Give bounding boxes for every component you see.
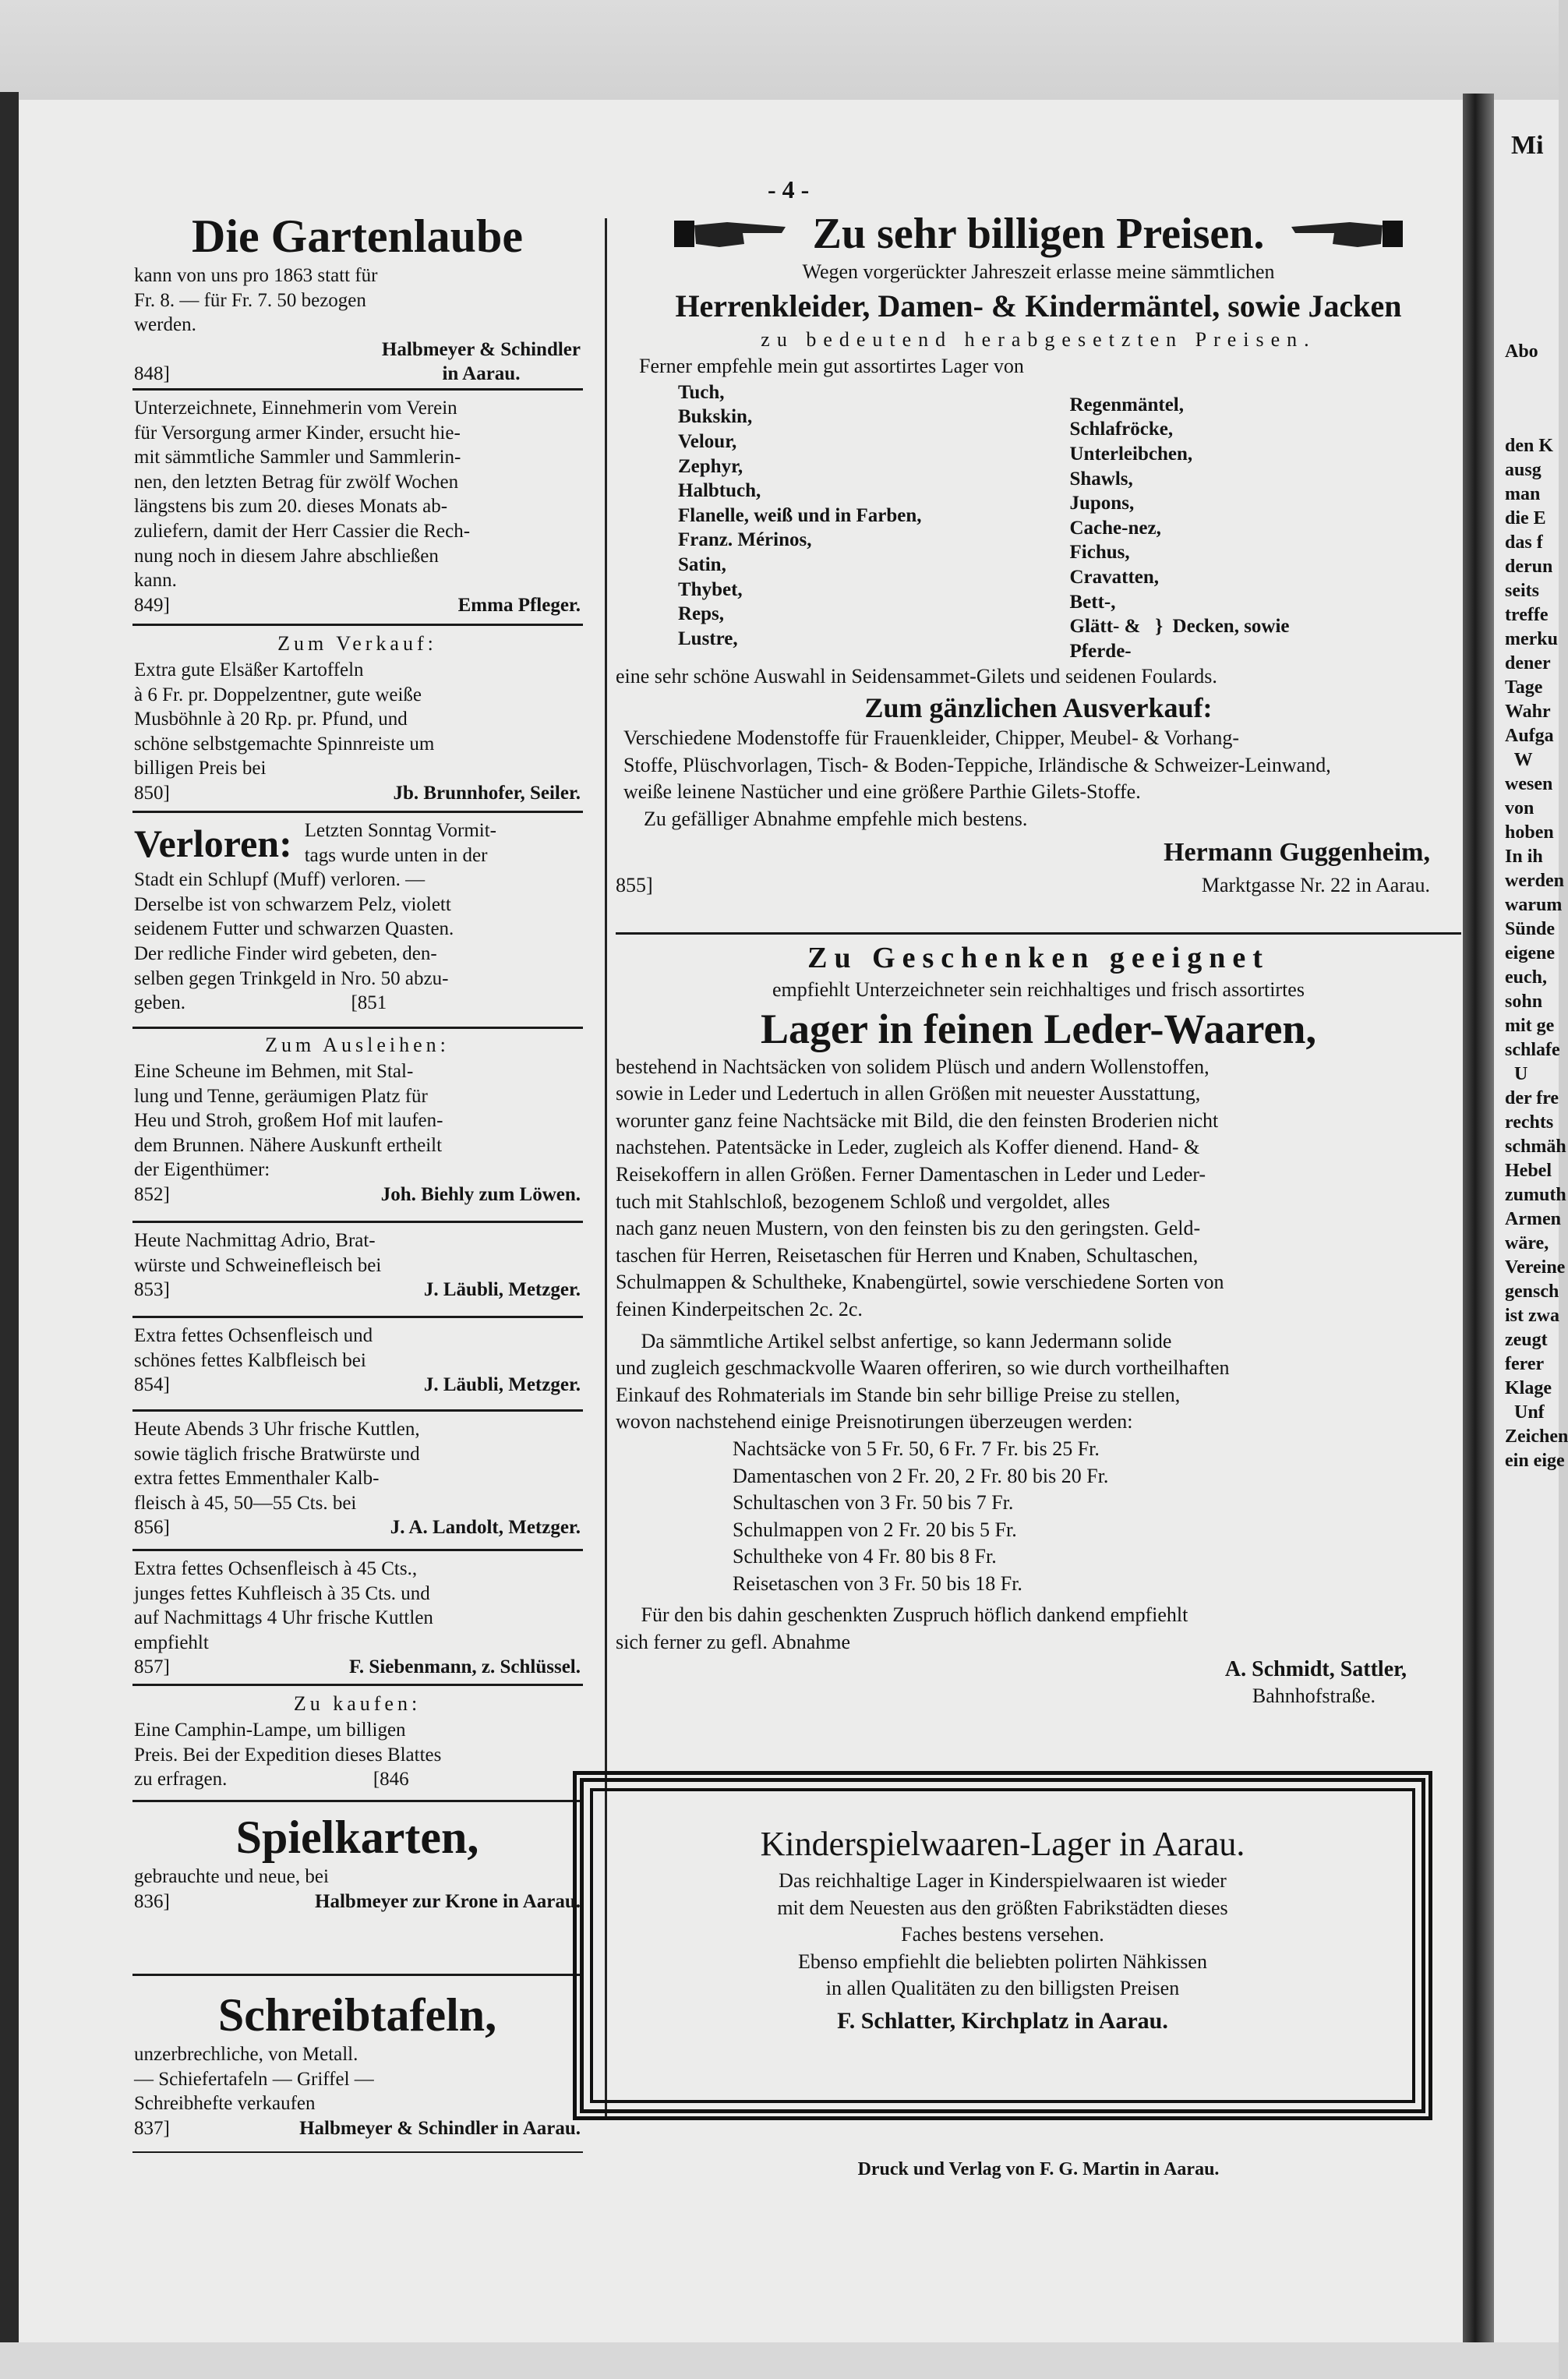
text-line: würste und Schweinefleisch bei	[134, 1254, 382, 1276]
price-list	[616, 1436, 1461, 1598]
text-line: warum	[1505, 895, 1563, 915]
text-line: Zephyr,	[678, 455, 743, 477]
ad-number: 837]	[134, 2117, 170, 2139]
divider-rule	[132, 1684, 583, 1686]
lead-block	[134, 818, 581, 868]
text-line: schönes fettes Kalbfleisch bei	[134, 1349, 366, 1371]
signature	[382, 338, 581, 387]
ad-number: 856]	[134, 1517, 170, 1539]
adjacent-page-heading: Mi	[1511, 131, 1544, 160]
ad-number: 849]	[134, 594, 170, 616]
divider-rule	[132, 2151, 583, 2153]
text-line: eigene	[1505, 943, 1555, 963]
printer-imprint: Druck und Verlag von F. G. Martin in Aarau.	[857, 2159, 1220, 2179]
ad-leder-waaren	[616, 939, 1461, 1710]
text-line: feinen Kinderpeitschen 2c. 2c.	[616, 1297, 863, 1320]
text-line: Da sämmtliche Artikel selbst anfertige, so kann Jedermann solide	[616, 1329, 1172, 1352]
adjacent-page-text	[1494, 434, 1568, 1473]
text-line: in allen Qualitäten zu den billigsten Preisen	[825, 1977, 1180, 2000]
adjacent-page-fragment	[1494, 100, 1568, 2342]
signature-line: in Aarau.	[442, 363, 521, 385]
text-line: man	[1505, 484, 1541, 504]
ad-number: 836]	[134, 1890, 170, 1912]
text-line: das f	[1505, 532, 1543, 553]
text-line: Halbtuch,	[678, 480, 761, 502]
text-line: Franz. Mérinos,	[678, 529, 812, 551]
ad-kartoffeln	[134, 630, 581, 806]
text-line: Preis. Bei der Expedition dieses Blattes	[134, 1744, 442, 1766]
text-line: W	[1505, 750, 1533, 770]
ad-kuhfleisch	[134, 1557, 581, 1680]
ad-heading: Kinderspielwaaren-Lager in Aarau.	[760, 1825, 1245, 1863]
text-line: fleisch à 45, 50—55 Cts. bei	[134, 1492, 357, 1514]
text-line: Unterzeichnete, Einnehmerin vom Verein	[134, 398, 457, 419]
text-line: tuch mit Stahlschloß, bezogenem Schloß und vergoldet, alles	[616, 1190, 1111, 1213]
ad-footer	[134, 1373, 581, 1398]
ad-schreibtafeln	[134, 1988, 581, 2140]
text-line: Schultheke von 4 Fr. 80 bis 8 Fr.	[733, 1545, 997, 1568]
text-line: dener	[1505, 653, 1551, 673]
ad-guggenheim	[616, 209, 1461, 898]
text-line: merku	[1505, 629, 1558, 649]
signature-line: Joh. Biehly zum Löwen.	[380, 1183, 581, 1205]
text-line: der Eigenthümer:	[134, 1159, 270, 1181]
text-line: ist zwa	[1505, 1306, 1559, 1326]
signature	[390, 1515, 581, 1540]
pointing-hand-right-icon	[673, 214, 789, 253]
text-line: tags wurde unten in der	[304, 844, 488, 866]
text-line: junges fettes Kuhfleisch à 35 Cts. und	[134, 1582, 430, 1604]
text-line: rechts	[1505, 1112, 1554, 1133]
text-line: worunter ganz feine Nachtsäcke mit Bild, die den feinsten Broderien nicht	[616, 1108, 1219, 1132]
text-line: Schlafröcke,	[1069, 419, 1174, 440]
divider-rule	[132, 1800, 583, 1802]
text-line: weiße leinene Nastücher und eine größere Parthie Gilets-Stoffe.	[623, 780, 1141, 804]
text-line: gensch	[1505, 1281, 1559, 1302]
text-line: sowie in Leder und Ledertuch in allen Größen mit neuester Ausstattung,	[616, 1082, 1201, 1105]
text-line: Fr. 8. — für Fr. 7. 50 bezogen	[134, 289, 366, 311]
address: Bahnhofstraße.	[1252, 1684, 1376, 1708]
text-line: Cache-nez,	[1069, 517, 1161, 539]
text-line: Jupons,	[1069, 493, 1135, 514]
text-line: Schultaschen von 3 Fr. 50 bis 7 Fr.	[733, 1491, 1014, 1515]
ad-ochsenfleisch	[134, 1324, 581, 1398]
text-line: Heute Nachmittag Adrio, Brat-	[134, 1230, 376, 1251]
signature-line: F. Siebenmann, z. Schlüssel.	[348, 1656, 581, 1678]
page-edge-shadow	[0, 92, 19, 2345]
text-line: Heu und Stroh, großem Hof mit laufen-	[134, 1110, 443, 1132]
text-line: seits	[1505, 581, 1539, 601]
text-line: schlafe	[1505, 1040, 1560, 1060]
intro-text: Wegen vorgerückter Jahreszeit erlasse meine sämmtlichen	[802, 260, 1275, 283]
text-line: Das reichhaltige Lager in Kinderspielwaaren ist wieder	[779, 1869, 1227, 1892]
text-line: Faches bestens versehen.	[901, 1923, 1104, 1946]
ad-footer	[134, 1515, 581, 1540]
signature	[458, 593, 581, 618]
ad-number: 854]	[134, 1374, 170, 1396]
text-line: der fre	[1505, 1088, 1559, 1108]
text-line: Stoffe, Plüschvorlagen, Tisch- & Boden-Teppiche, Irländische & Schweizer-Leinwand,	[623, 753, 1331, 776]
goods-list	[616, 380, 1461, 664]
ad-title: Schreibtafeln,	[217, 1989, 497, 2041]
text-line: lung und Tenne, geräumigen Platz für	[134, 1085, 428, 1107]
text-line: ausg	[1505, 460, 1542, 480]
text-line: ferer	[1505, 1354, 1545, 1374]
ad-title: Spielkarten,	[235, 1812, 479, 1863]
text-line: längstens bis zum 20. dieses Monats ab-	[134, 496, 448, 518]
text-line: Lustre,	[678, 627, 738, 649]
text-line: Derselbe ist von schwarzem Pelz, violett	[134, 893, 451, 915]
text-line: Musböhnle à 20 Rp. pr. Pfund, und	[134, 709, 408, 730]
text-line: zumuth	[1505, 1185, 1566, 1205]
body-text	[615, 1868, 1390, 2003]
text-line: Shawls,	[1069, 468, 1133, 490]
text-line: Verschiedene Modenstoffe für Frauenkleider, Chipper, Meubel- & Vorhang-	[623, 726, 1239, 749]
text-line: Pferde-	[1069, 640, 1132, 662]
text-line: werden	[1505, 871, 1564, 891]
ad-spielkarten	[134, 1810, 581, 1914]
intro-text: empfiehlt Unterzeichneter sein reichhaltiges und frisch assortirtes	[772, 978, 1305, 1001]
text-line: billigen Preis bei	[134, 758, 267, 779]
text-line: Bukskin,	[678, 406, 753, 428]
text-line: Reisetaschen von 3 Fr. 50 bis 18 Fr.	[733, 1571, 1022, 1595]
ad-heading: Zum Ausleihen:	[265, 1034, 450, 1056]
signature: Hermann Guggenheim,	[1164, 838, 1430, 868]
text-line: zeugt	[1505, 1330, 1548, 1350]
text-line: gebrauchte und neue, bei	[134, 1866, 329, 1887]
ausverkauf-text	[616, 725, 1461, 832]
text-line: Der redliche Finder wird gebeten, den-	[134, 942, 437, 964]
ad-footer	[134, 781, 581, 806]
subline: zu bedeutend herabgesetzten Preisen.	[761, 327, 1316, 351]
text-line: extra fettes Emmenthaler Kalb-	[134, 1468, 380, 1490]
goods-list-right	[1070, 380, 1462, 664]
ad-number: 857]	[134, 1656, 170, 1678]
divider-rule	[132, 1221, 583, 1223]
text-line: Zu gefälliger Abnahme empfehle mich bestens.	[623, 807, 1028, 830]
text-line: Velour,	[678, 430, 737, 452]
text-line: empfiehlt	[134, 1631, 209, 1653]
text-line: den K	[1505, 436, 1554, 456]
text-line: Schulmappen & Schultheke, Knabengürtel, sowie verschiedene Sorten von	[616, 1271, 1224, 1294]
signature: A. Schmidt, Sattler,	[1224, 1656, 1407, 1681]
ad-footer	[134, 2116, 581, 2141]
ad-footer	[134, 593, 581, 618]
ad-kinderspielwaaren	[573, 1771, 1432, 2120]
text-line: à 6 Fr. pr. Doppelzentner, gute weiße	[134, 684, 422, 705]
ad-footer	[134, 1889, 581, 1914]
ad-title: Die Gartenlaube	[192, 210, 523, 262]
signature-line: J. Läubli, Metzger.	[423, 1374, 581, 1396]
signature: F. Schlatter, Kirchplatz in Aarau.	[837, 2007, 1168, 2034]
divider-rule	[132, 1974, 583, 1976]
body-text	[616, 1054, 1461, 1324]
ad-number: 848]	[134, 363, 170, 385]
divider-rule	[132, 811, 583, 813]
signature	[424, 1373, 581, 1398]
ad-scheune	[134, 1031, 581, 1207]
text-line: Sünde	[1505, 919, 1556, 939]
text-line: Armen	[1505, 1209, 1561, 1229]
text-line: Unterleibchen,	[1069, 443, 1193, 465]
text-line: Extra fettes Ochsenfleisch und	[134, 1325, 373, 1346]
ad-number: 855]	[616, 874, 653, 897]
text-line: Schulmappen von 2 Fr. 20 bis 5 Fr.	[733, 1518, 1017, 1541]
text-line: In ih	[1505, 847, 1543, 867]
address: Marktgasse Nr. 22 in Aarau.	[1201, 874, 1430, 897]
text-line: wäre,	[1505, 1233, 1549, 1253]
text-line: für Versorgung armer Kinder, ersucht hie-	[134, 422, 461, 444]
text-line: Eine Scheune im Behmen, mit Stal-	[134, 1061, 414, 1082]
text-line: Heute Abends 3 Uhr frische Kuttlen,	[134, 1419, 420, 1440]
text-line: ein eige	[1505, 1451, 1565, 1471]
text-line: nachstehen. Patentsäcke in Leder, zugleich als Koffer dienend. Hand- &	[616, 1136, 1200, 1159]
ad-verloren	[134, 818, 581, 1016]
text-line: werden.	[134, 314, 196, 336]
signature	[424, 1278, 581, 1303]
text-line: Extra fettes Ochsenfleisch à 45 Cts.,	[134, 1558, 418, 1579]
signature-line: Halbmeyer & Schindler in Aarau.	[299, 2117, 581, 2139]
lead-word: Verloren:	[134, 821, 292, 865]
text-line: Glätt- & } Decken, sowie	[1069, 616, 1290, 638]
signature-line: J. A. Landolt, Metzger.	[390, 1517, 581, 1539]
text-line: U	[1505, 1064, 1528, 1084]
lager-intro: Ferner empfehle mein gut assortirtes Lager von	[639, 355, 1024, 378]
text-line: Schreibhefte verkaufen	[134, 2093, 316, 2115]
text-line: seidenem Futter und schwarzen Quasten.	[134, 918, 454, 940]
headline: Herrenkleider, Damen- & Kindermäntel, sowie Jacken	[675, 288, 1402, 323]
text-line: zu erfragen. [846	[134, 1769, 409, 1790]
signature	[349, 1655, 581, 1680]
ad-bratwuerste	[134, 1228, 581, 1303]
ad-verein-kinder	[134, 396, 581, 617]
goods-list-left	[678, 380, 1070, 664]
ad-number: 853]	[134, 1279, 170, 1301]
text-line: Satin,	[678, 553, 726, 575]
text-line: — Schiefertafeln — Griffel —	[134, 2068, 374, 2090]
text-line: Unf	[1505, 1402, 1545, 1423]
text-line: Reps,	[678, 603, 725, 625]
text-line: Nachtsäcke von 5 Fr. 50, 6 Fr. 7 Fr. bis 25 Fr.	[733, 1437, 1100, 1460]
text-line: Zeichen	[1505, 1426, 1568, 1447]
text-line: taschen für Herren, Reisetaschen für Herren und Knaben, Schultaschen,	[616, 1243, 1199, 1267]
text-line: Cravatten,	[1069, 566, 1160, 588]
ad-heading: Zu sehr billigen Preisen.	[812, 210, 1265, 258]
text-line: Bett-,	[1069, 591, 1116, 613]
divider-rule	[132, 1549, 583, 1551]
text-line: und zugleich geschmackvolle Waaren offeriren, so wie durch vortheilhaften	[616, 1356, 1230, 1380]
divider-rule	[132, 624, 583, 626]
signature-line: Emma Pfleger.	[457, 594, 581, 616]
text-line: Regenmäntel,	[1069, 394, 1184, 415]
signature-line: Halbmeyer zur Krone in Aarau.	[315, 1890, 581, 1912]
ad-footer	[134, 1655, 581, 1680]
ad-footer	[134, 338, 581, 387]
ad-heading: Zum Verkauf:	[277, 632, 437, 655]
divider-rule	[132, 1409, 583, 1412]
text-line: Fichus,	[1069, 542, 1130, 564]
text-line: selben gegen Trinkgeld in Nro. 50 abzu-	[134, 967, 449, 989]
text-line: nen, den letzten Betrag für zwölf Wochen	[134, 471, 459, 493]
pointing-hand-left-icon	[1287, 214, 1404, 253]
ad-camphin-lampe	[134, 1690, 581, 1792]
text-line: Letzten Sonntag Vormit-	[304, 820, 496, 841]
page-gutter	[1463, 94, 1494, 2346]
text-line: zuliefern, damit der Herr Cassier die Rech-	[134, 520, 471, 542]
signature	[315, 1889, 581, 1914]
text-line: Eine Camphin-Lampe, um billigen	[134, 1720, 406, 1741]
text-line: sohn	[1505, 992, 1543, 1012]
closing-text	[616, 1602, 1461, 1656]
text-line: kann von uns pro 1863 statt für	[134, 265, 378, 286]
foulards-text: eine sehr schöne Auswahl in Seidensammet-Gilets und seidenen Foulards.	[616, 665, 1217, 688]
divider-rule	[132, 1027, 583, 1029]
ad-footer	[134, 1278, 581, 1303]
text-line: auf Nachmittags 4 Uhr frische Kuttlen	[134, 1607, 433, 1629]
text-line: Extra gute Elsäßer Kartoffeln	[134, 659, 364, 680]
text-line: Tuch,	[678, 381, 725, 403]
ausverkauf-heading: Zum gänzlichen Ausverkauf:	[864, 691, 1213, 723]
signature-line: Halbmeyer & Schindler	[381, 338, 581, 360]
adjacent-page-subheading: Abo	[1505, 341, 1538, 362]
scanner-background-bottom	[0, 2342, 1559, 2379]
text-line: sich ferner zu gefl. Abnahme	[616, 1631, 851, 1654]
lead-lines	[305, 818, 496, 868]
text-line: Ebenso empfiehlt die beliebten polirten Nähkissen	[798, 1950, 1207, 1973]
text-line: Tage	[1505, 677, 1543, 698]
text-line: Thybet,	[678, 578, 743, 600]
text-line: Klage	[1505, 1378, 1552, 1398]
page-number: - 4 -	[768, 175, 810, 203]
text-line: nung noch in diesem Jahre abschließen	[134, 545, 439, 567]
text-line: unzerbrechliche, von Metall.	[134, 2044, 358, 2065]
text-line: Reisekoffern in allen Größen. Ferner Damentaschen in Leder und Leder-	[616, 1162, 1206, 1186]
text-line: mit dem Neuesten aus den größten Fabrikstädten dieses	[777, 1896, 1228, 1919]
text-line: Hebel	[1505, 1161, 1552, 1181]
ad-footer	[134, 1182, 581, 1207]
scanner-background-top	[0, 0, 1559, 100]
text-line: Einkauf des Rohmaterials im Stande bin sehr billige Preise zu stellen,	[616, 1383, 1181, 1406]
ad-kuttlen	[134, 1417, 581, 1540]
ad-number: 852]	[134, 1183, 170, 1205]
text-line: geben. [851	[134, 992, 387, 1014]
text-line: schmäh	[1505, 1136, 1566, 1157]
text-line: euch,	[1505, 967, 1547, 988]
ad-heading: Zu Geschenken geeignet	[807, 942, 1270, 974]
signature-line: Jb. Brunnhofer, Seiler.	[393, 782, 581, 804]
text-line: schöne selbstgemachte Spinnreiste um	[134, 733, 435, 755]
text-line: Aufga	[1505, 726, 1554, 746]
divider-rule	[132, 388, 583, 391]
ad-gartenlaube	[134, 209, 581, 387]
text-line: mit ge	[1505, 1016, 1555, 1036]
text-line: nach ganz neuen Mustern, von den feinsten bis zu den geringsten. Geld-	[616, 1217, 1201, 1240]
text-line: wovon nachstehend einige Preisnotirungen überzeugen werden:	[616, 1410, 1133, 1433]
text-line: mit sämmtliche Sammler und Sammlerin-	[134, 447, 461, 468]
ad-number: 850]	[134, 782, 170, 804]
text-line: sowie täglich frische Bratwürste und	[134, 1443, 420, 1465]
divider-rule	[616, 932, 1461, 935]
text-line: Für den bis dahin geschenkten Zuspruch höflich dankend empfiehlt	[616, 1603, 1188, 1627]
text-line: Wahr	[1505, 702, 1551, 722]
body-text-2	[616, 1328, 1461, 1436]
divider-rule	[132, 1316, 583, 1318]
text-line: wesen	[1505, 774, 1553, 794]
text-line: dem Brunnen. Nähere Auskunft ertheilt	[134, 1134, 443, 1156]
text-line: von	[1505, 798, 1534, 818]
signature	[393, 781, 581, 806]
text-line: kann.	[134, 570, 177, 592]
headline: Lager in feinen Leder-Waaren,	[761, 1005, 1316, 1052]
text-line: Vereine	[1505, 1257, 1566, 1278]
signature-line: J. Läubli, Metzger.	[423, 1279, 581, 1301]
ad-heading: Zu kaufen:	[293, 1692, 422, 1715]
text-line: hoben	[1505, 822, 1554, 843]
text-line: Flanelle, weiß und in Farben,	[678, 504, 922, 526]
text-line: treffe	[1505, 605, 1549, 625]
text-line: Stadt ein Schlupf (Muff) verloren. —	[134, 869, 426, 891]
text-line: derun	[1505, 557, 1553, 577]
signature	[299, 2116, 581, 2141]
text-line: Damentaschen von 2 Fr. 20, 2 Fr. 80 bis 20 Fr.	[733, 1464, 1109, 1487]
text-line: die E	[1505, 508, 1546, 528]
signature	[381, 1182, 581, 1207]
text-line: bestehend in Nachtsäcken von solidem Plüsch und andern Wollenstoffen,	[616, 1055, 1210, 1078]
